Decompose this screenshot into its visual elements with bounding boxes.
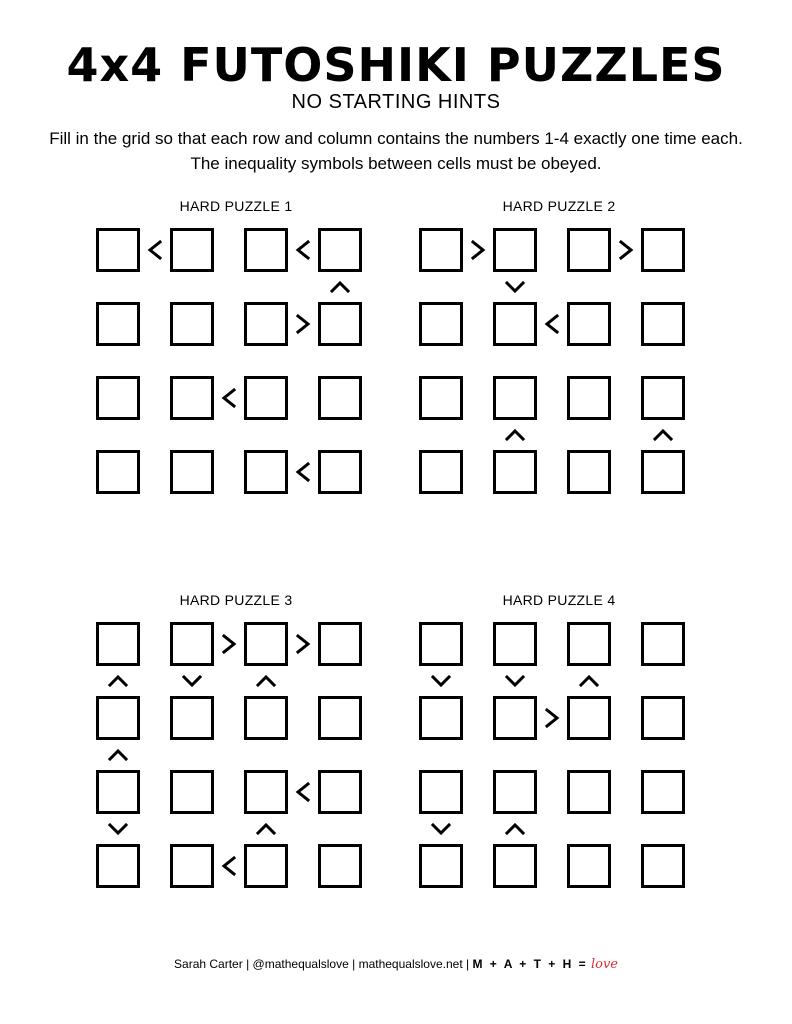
grid-cell[interactable] [493,376,537,420]
grid-cell[interactable] [641,302,685,346]
down-inequality-symbol [428,816,454,842]
grid-cell[interactable] [419,302,463,346]
grid-cell[interactable] [493,228,537,272]
grid-cell[interactable] [170,844,214,888]
grid-cell[interactable] [318,844,362,888]
up-inequality-symbol [253,668,279,694]
grid-cell[interactable] [244,844,288,888]
footer-handle: @mathequalslove [252,957,349,971]
grid-cell[interactable] [244,376,288,420]
grid-cell[interactable] [641,844,685,888]
up-inequality-symbol [576,668,602,694]
puzzle-1 [96,198,376,508]
grid-cell[interactable] [641,622,685,666]
grid-cell[interactable] [96,376,140,420]
grid-cell[interactable] [641,696,685,740]
up-inequality-symbol [502,816,528,842]
greater-than-symbol [465,237,491,263]
grid-cell[interactable] [567,770,611,814]
grid-cell[interactable] [170,770,214,814]
up-inequality-symbol [502,422,528,448]
puzzle-label: HARD PUZZLE 1 [179,198,293,214]
grid-cell[interactable] [96,302,140,346]
grid-cell[interactable] [641,450,685,494]
grid-cell[interactable] [318,228,362,272]
grid-cell[interactable] [419,622,463,666]
greater-than-symbol [290,631,316,657]
puzzle-label: HARD PUZZLE 4 [502,592,616,608]
puzzle-label: HARD PUZZLE 2 [502,198,616,214]
greater-than-symbol [539,705,565,731]
grid-cell[interactable] [567,376,611,420]
grid-cell[interactable] [318,376,362,420]
less-than-symbol [290,459,316,485]
down-inequality-symbol [428,668,454,694]
less-than-symbol [216,385,242,411]
grid-cell[interactable] [318,622,362,666]
instructions: Fill in the grid so that each row and column contains the numbers 1-4 exactly one time each. The inequality symbols between cells must be obeyed. [49,129,743,173]
grid-cell[interactable] [318,770,362,814]
grid-cell[interactable] [170,450,214,494]
grid-cell[interactable] [493,302,537,346]
grid-cell[interactable] [419,376,463,420]
grid-cell[interactable] [96,622,140,666]
grid-cell[interactable] [419,228,463,272]
down-inequality-symbol [502,668,528,694]
puzzle-3 [96,592,376,902]
grid-cell[interactable] [493,622,537,666]
puzzle-2 [419,198,699,508]
grid-cell[interactable] [244,450,288,494]
grid-cell[interactable] [244,770,288,814]
grid-cell[interactable] [244,302,288,346]
grid-cell[interactable] [493,770,537,814]
grid-cell[interactable] [419,696,463,740]
grid-cell[interactable] [419,450,463,494]
grid-cell[interactable] [318,450,362,494]
footer-author: Sarah Carter [174,957,243,971]
footer [0,957,792,972]
grid-cell[interactable] [96,228,140,272]
grid-cell[interactable] [244,622,288,666]
greater-than-symbol [613,237,639,263]
grid-cell[interactable] [170,696,214,740]
grid-cell[interactable] [244,228,288,272]
grid-cell[interactable] [567,844,611,888]
grid-cell[interactable] [170,376,214,420]
grid-cell[interactable] [96,770,140,814]
grid-cell[interactable] [96,844,140,888]
footer-separator: | [466,957,470,971]
up-inequality-symbol [105,742,131,768]
page-subtitle: NO STARTING HINTS [291,91,501,113]
greater-than-symbol [216,631,242,657]
grid-cell[interactable] [567,622,611,666]
puzzle-4 [419,592,699,902]
grid-cell[interactable] [567,228,611,272]
grid-cell[interactable] [493,844,537,888]
grid-cell[interactable] [244,696,288,740]
footer-separator: | [246,957,250,971]
grid-cell[interactable] [318,696,362,740]
grid-cell[interactable] [493,450,537,494]
grid-cell[interactable] [641,228,685,272]
grid-cell[interactable] [170,302,214,346]
less-than-symbol [216,853,242,879]
puzzle-label: HARD PUZZLE 3 [179,592,293,608]
down-inequality-symbol [105,816,131,842]
grid-cell[interactable] [170,622,214,666]
down-inequality-symbol [502,274,528,300]
grid-cell[interactable] [318,302,362,346]
grid-cell[interactable] [641,376,685,420]
grid-cell[interactable] [96,696,140,740]
page-title: 4x4 FUTOSHIKI PUZZLES [66,38,726,92]
down-inequality-symbol [179,668,205,694]
grid-cell[interactable] [419,770,463,814]
grid-cell[interactable] [96,450,140,494]
grid-cell[interactable] [493,696,537,740]
up-inequality-symbol [105,668,131,694]
grid-cell[interactable] [567,302,611,346]
footer-brand: M + A + T + H = [472,957,588,971]
grid-cell[interactable] [419,844,463,888]
footer-separator: | [352,957,356,971]
grid-cell[interactable] [170,228,214,272]
up-inequality-symbol [327,274,353,300]
grid-cell[interactable] [641,770,685,814]
greater-than-symbol [290,311,316,337]
grid-cell[interactable] [567,450,611,494]
footer-website: mathequalslove.net [358,957,463,971]
grid-cell[interactable] [567,696,611,740]
less-than-symbol [290,237,316,263]
footer-brand-love: love [590,957,618,972]
up-inequality-symbol [650,422,676,448]
less-than-symbol [142,237,168,263]
less-than-symbol [539,311,565,337]
less-than-symbol [290,779,316,805]
up-inequality-symbol [253,816,279,842]
